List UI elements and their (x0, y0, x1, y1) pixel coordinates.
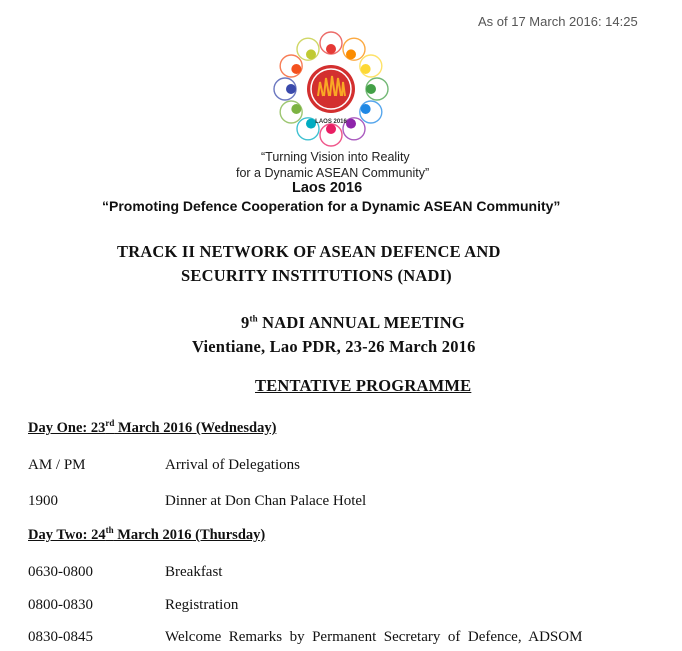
schedule-time: 0800-0830 (28, 597, 93, 613)
logo-ring-dot (366, 84, 376, 94)
motto-line-1: “Turning Vision into Reality (261, 150, 410, 164)
logo-ring-dot (326, 124, 336, 134)
schedule-time: 0830-0845 (28, 629, 93, 645)
schedule-activity: Welcome Remarks by Permanent Secretary of Defence, ADSOM (165, 629, 583, 645)
day-one-heading: Day One: 23rd March 2016 (Wednesday) (28, 418, 277, 436)
meeting-venue: Vientiane, Lao PDR, 23-26 March 2016 (192, 337, 476, 356)
schedule-time: 0630-0800 (28, 564, 93, 580)
meeting-title: 9th NADI ANNUAL MEETING (241, 313, 465, 332)
day-two-heading: Day Two: 24th March 2016 (Thursday) (28, 525, 266, 543)
logo-ring-dot (346, 119, 356, 129)
timestamp: As of 17 March 2016: 14:25 (478, 14, 638, 29)
logo-ring-dot (291, 64, 301, 74)
host-label: Laos 2016 (292, 180, 363, 196)
network-title-line-1: TRACK II NETWORK OF ASEAN DEFENCE AND (117, 242, 501, 261)
theme: “Promoting Defence Cooperation for a Dynamic ASEAN Community” (102, 198, 561, 214)
schedule-time: 1900 (28, 493, 58, 509)
logo-ring-dot (361, 64, 371, 74)
schedule-time: AM / PM (28, 457, 86, 473)
logo-caption: LAOS 2016 (315, 119, 347, 125)
motto-line-2: for a Dynamic ASEAN Community” (236, 166, 430, 180)
logo-ring-dot (346, 49, 356, 59)
network-title-line-2: SECURITY INSTITUTIONS (NADI) (181, 266, 452, 285)
schedule-activity: Breakfast (165, 564, 223, 580)
asean-laos-2016-logo (268, 26, 394, 152)
logo-ring-dot (326, 44, 336, 54)
programme-title: TENTATIVE PROGRAMME (255, 376, 472, 395)
logo-ring-dot (291, 104, 301, 114)
schedule-activity: Registration (165, 597, 239, 613)
schedule-activity: Dinner at Don Chan Palace Hotel (165, 493, 367, 509)
logo-ring-dot (306, 49, 316, 59)
logo-ring-dot (361, 104, 371, 114)
logo-ring-dot (286, 84, 296, 94)
schedule-activity: Arrival of Delegations (165, 457, 300, 473)
